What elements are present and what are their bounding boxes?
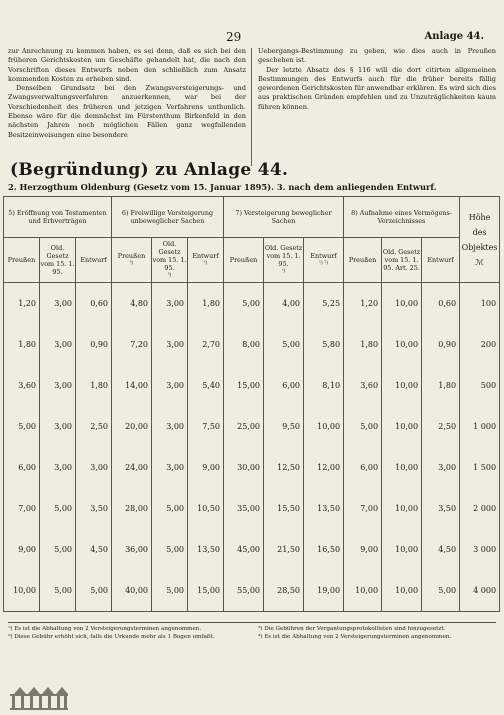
fee-cell: 4,50 — [422, 529, 460, 570]
fee-cell: 1,80 — [4, 324, 40, 365]
object-value-cell: 1 000 — [460, 406, 500, 447]
fee-cell: 28,50 — [264, 570, 304, 612]
column-header — [112, 238, 152, 283]
fee-cell: 3,00 — [40, 324, 76, 365]
fee-cell: 3,00 — [152, 283, 188, 325]
footnotes-left — [8, 626, 246, 641]
fee-cell: 45,00 — [224, 529, 264, 570]
right-paragraph: Der letzte Absatz des § 116 will die dort citirten allgemeinen Bestimmungen des Entwurfs auch für die früher bereits fällig gewordenen Gerichtskosten für anwendbar erklären. Es wird sich dies aus praktischen Gründen empfehlen und zu Unzuträglichkeiten kaum führen können. — [258, 65, 496, 111]
fee-cell: 6,00 — [4, 447, 40, 488]
fee-cell: 10,00 — [382, 447, 422, 488]
fee-cell: 1,20 — [344, 283, 382, 325]
fee-cell: 3,00 — [76, 447, 112, 488]
fee-cell: 30,00 — [224, 447, 264, 488]
fee-cell: 12,00 — [304, 447, 344, 488]
column-header — [304, 238, 344, 283]
column-divider — [251, 48, 252, 166]
fee-cell: 6,00 — [264, 365, 304, 406]
table-row — [4, 529, 500, 570]
column-header-label: Preußen — [7, 256, 36, 264]
fee-cell: 4,00 — [264, 283, 304, 325]
fee-cell: 24,00 — [112, 447, 152, 488]
fee-cell: 0,90 — [422, 324, 460, 365]
fee-cell: 10,00 — [382, 283, 422, 325]
object-value-cell: 4 000 — [460, 570, 500, 612]
fee-cell: 5,00 — [224, 283, 264, 325]
right-paragraph: Uebergangs-Bestimmung zu geben, wie dies auch in Preußen geschehen ist. — [258, 47, 496, 65]
table-row — [4, 447, 500, 488]
object-value-cell: 500 — [460, 365, 500, 406]
fee-cell: 28,00 — [112, 488, 152, 529]
object-value-cell: 1 500 — [460, 447, 500, 488]
fee-cell: 10,00 — [344, 570, 382, 612]
fee-cell: 14,00 — [112, 365, 152, 406]
fee-cell: 5,00 — [422, 570, 460, 612]
fee-cell: 16,50 — [304, 529, 344, 570]
group-header: 6) Freiwillige Versteigerung unbeweglicher Sachen — [112, 197, 224, 238]
column-header-label: Entwurf — [427, 256, 454, 264]
currency-symbol: ℳ — [475, 257, 484, 267]
hoehe-header — [460, 197, 500, 283]
fee-cell: 55,00 — [224, 570, 264, 612]
left-text-column — [8, 47, 246, 140]
fee-cell: 0,60 — [76, 283, 112, 325]
column-header — [40, 238, 76, 283]
column-header-footnote-mark: ¹) — [281, 269, 286, 274]
column-header-label: Preußen — [117, 252, 146, 260]
column-header — [224, 238, 264, 283]
column-header — [264, 238, 304, 283]
fee-cell: 15,50 — [264, 488, 304, 529]
object-value-cell: 3 000 — [460, 529, 500, 570]
fee-cell: 5,00 — [152, 488, 188, 529]
column-header — [188, 238, 224, 283]
fee-cell: 5,00 — [264, 324, 304, 365]
column-header-footnote-mark: ³) — [203, 261, 208, 266]
column-header — [344, 238, 382, 283]
fee-cell: 15,00 — [188, 570, 224, 612]
fee-cell: 9,00 — [4, 529, 40, 570]
fee-cell: 4,50 — [76, 529, 112, 570]
running-header-anlage: Anlage 44. — [424, 31, 484, 42]
column-header-label: Old. Gesetz vom 15. 1. 95. Art. 25. — [382, 248, 421, 272]
object-value-cell: 200 — [460, 324, 500, 365]
fee-cell: 2,70 — [188, 324, 224, 365]
column-header-footnote-mark: ¹) ²) — [318, 261, 329, 266]
fee-cell: 8,10 — [304, 365, 344, 406]
fee-cell: 9,00 — [188, 447, 224, 488]
page-number: 29 — [226, 30, 242, 44]
hoehe-label: Höhe — [468, 212, 491, 222]
fee-cell: 7,20 — [112, 324, 152, 365]
fee-cell: 15,00 — [224, 365, 264, 406]
fee-cell: 10,00 — [304, 406, 344, 447]
fee-cell: 13,50 — [188, 529, 224, 570]
fee-cell: 10,00 — [382, 365, 422, 406]
column-header-label: Entwurf — [80, 256, 107, 264]
fee-cell: 20,00 — [112, 406, 152, 447]
fee-cell: 3,00 — [152, 406, 188, 447]
fee-cell: 10,50 — [188, 488, 224, 529]
fee-cell: 5,00 — [344, 406, 382, 447]
fee-cell: 3,50 — [422, 488, 460, 529]
fee-cell: 0,60 — [422, 283, 460, 325]
fee-cell: 5,00 — [4, 406, 40, 447]
fee-cell: 3,50 — [76, 488, 112, 529]
fee-cell: 5,00 — [40, 488, 76, 529]
footnote: ³) Die Gebühren der Vergantungsprotokollisten sind hinzugesetzt. — [258, 626, 446, 632]
object-value-cell: 100 — [460, 283, 500, 325]
column-header-footnote-mark: ³) — [129, 261, 134, 266]
fee-cell: 2,50 — [422, 406, 460, 447]
column-header — [152, 238, 188, 283]
fee-cell: 7,00 — [4, 488, 40, 529]
section-subheading: 2. Herzogthum Oldenburg (Gesetz vom 15. Januar 1895). 3. nach dem anliegenden Entwurf. — [8, 182, 437, 192]
fee-cell: 3,60 — [344, 365, 382, 406]
column-header-label: Preußen — [229, 256, 258, 264]
column-header-label: Entwurf — [192, 252, 219, 260]
column-header-label: Old. Gesetz vom 15. 1. 95. — [152, 240, 187, 272]
fee-cell: 6,00 — [344, 447, 382, 488]
fee-cell: 5,00 — [152, 529, 188, 570]
fee-cell: 40,00 — [112, 570, 152, 612]
library-stamp-graphic — [8, 684, 70, 710]
fee-cell: 7,50 — [188, 406, 224, 447]
fee-cell: 3,00 — [152, 365, 188, 406]
group-header: 7) Versteigerung beweglicher Sachen — [224, 197, 344, 238]
column-header-label: Entwurf — [310, 252, 337, 260]
fee-cell: 9,00 — [344, 529, 382, 570]
fee-cell: 8,00 — [224, 324, 264, 365]
fee-cell: 3,60 — [4, 365, 40, 406]
fee-cell: 35,00 — [224, 488, 264, 529]
footnote: ¹) Es ist die Abhaltung von 2 Versteigerungsterminen angenommen. — [8, 626, 202, 632]
fee-cell: 3,00 — [40, 283, 76, 325]
group-header: 8) Aufnahme eines Vermögens-Verzeichnisses — [344, 197, 460, 238]
table-row — [4, 324, 500, 365]
fee-cell: 7,00 — [344, 488, 382, 529]
table-row — [4, 406, 500, 447]
footnote-rule — [8, 622, 496, 623]
fee-cell: 9,50 — [264, 406, 304, 447]
table-row — [4, 283, 500, 325]
fee-cell: 5,00 — [40, 529, 76, 570]
group-header: 5) Eröffnung von Testamenten und Erbverträgen — [4, 197, 112, 238]
footnote: ⁴) Es ist die Abhaltung von 2 Versteigerungsterminen angenommen. — [258, 633, 452, 640]
fee-cell: 13,50 — [304, 488, 344, 529]
fee-cell: 10,00 — [4, 570, 40, 612]
object-value-cell: 2 000 — [460, 488, 500, 529]
fee-cell: 12,50 — [264, 447, 304, 488]
fee-cell: 3,00 — [40, 365, 76, 406]
fee-cell: 19,00 — [304, 570, 344, 612]
column-header — [422, 238, 460, 283]
fee-cell: 10,00 — [382, 529, 422, 570]
fee-cell: 36,00 — [112, 529, 152, 570]
fee-cell: 21,50 — [264, 529, 304, 570]
section-heading: (Begründung) zu Anlage 44. — [10, 160, 289, 180]
fee-cell: 0,90 — [76, 324, 112, 365]
fee-cell: 10,00 — [382, 324, 422, 365]
fee-cell: 4,80 — [112, 283, 152, 325]
fee-cell: 1,20 — [4, 283, 40, 325]
fee-cell: 1,80 — [76, 365, 112, 406]
fee-cell: 5,25 — [304, 283, 344, 325]
column-header-label: Old. Gesetz vom 15. 1. 95. — [40, 244, 75, 276]
column-header — [4, 238, 40, 283]
fee-cell: 3,00 — [152, 324, 188, 365]
table-row — [4, 570, 500, 612]
fee-cell: 3,00 — [422, 447, 460, 488]
footnote: ²) Diese Gebühr erhöht sich, falls die Urkunde mehr als 1 Bogen umfaßt. — [8, 633, 215, 640]
fee-cell: 5,80 — [304, 324, 344, 365]
fee-cell: 1,80 — [188, 283, 224, 325]
footnotes-right — [258, 626, 496, 641]
column-header-footnote-mark: ³) — [167, 273, 172, 278]
fee-cell: 10,00 — [382, 406, 422, 447]
fee-cell: 1,80 — [422, 365, 460, 406]
column-header-label: Old. Gesetz vom 15. 1. 95. — [264, 244, 303, 268]
fee-table — [3, 196, 500, 612]
fee-cell: 25,00 — [224, 406, 264, 447]
table-row — [4, 488, 500, 529]
fee-cell: 5,00 — [152, 570, 188, 612]
left-paragraph: zur Anrechnung zu kommen haben, es sei denn, daß es sich bei den früheren Gerichtskosten um Geschäfte gehandelt hat, die nach den Vorschriften dieses Entwurfs neben den schließlich zum Ansatz kommenden Kosten zu erheben sind. — [8, 47, 246, 83]
hoehe-label: des — [472, 227, 487, 237]
fee-cell: 5,40 — [188, 365, 224, 406]
fee-cell: 5,00 — [76, 570, 112, 612]
fee-cell: 3,00 — [40, 447, 76, 488]
fee-cell: 2,50 — [76, 406, 112, 447]
table-row — [4, 365, 500, 406]
left-paragraph: Denselben Grundsatz bei den Zwangsversteigerungs- und Zwangsverwaltungsverfahren anzuerkennen, war bei der Verschiedenheit des früheren und jetzigen Verfahrens unthunlich. Ebenso wäre für die demnächst im Fürstenthum Birkenfeld in den nächsten Jahren noch möglichen Fällen ganz wegfallenden Besitzeinweisungen eine besondere — [8, 84, 246, 139]
fee-cell: 3,00 — [40, 406, 76, 447]
fee-cell: 10,00 — [382, 570, 422, 612]
column-header — [382, 238, 422, 283]
fee-cell: 10,00 — [382, 488, 422, 529]
right-text-column — [258, 47, 496, 112]
column-header — [76, 238, 112, 283]
fee-cell: 5,00 — [40, 570, 76, 612]
column-header-label: Preußen — [348, 256, 377, 264]
fee-cell: 3,00 — [152, 447, 188, 488]
fee-cell: 1,80 — [344, 324, 382, 365]
hoehe-label: Objektes — [461, 242, 498, 252]
